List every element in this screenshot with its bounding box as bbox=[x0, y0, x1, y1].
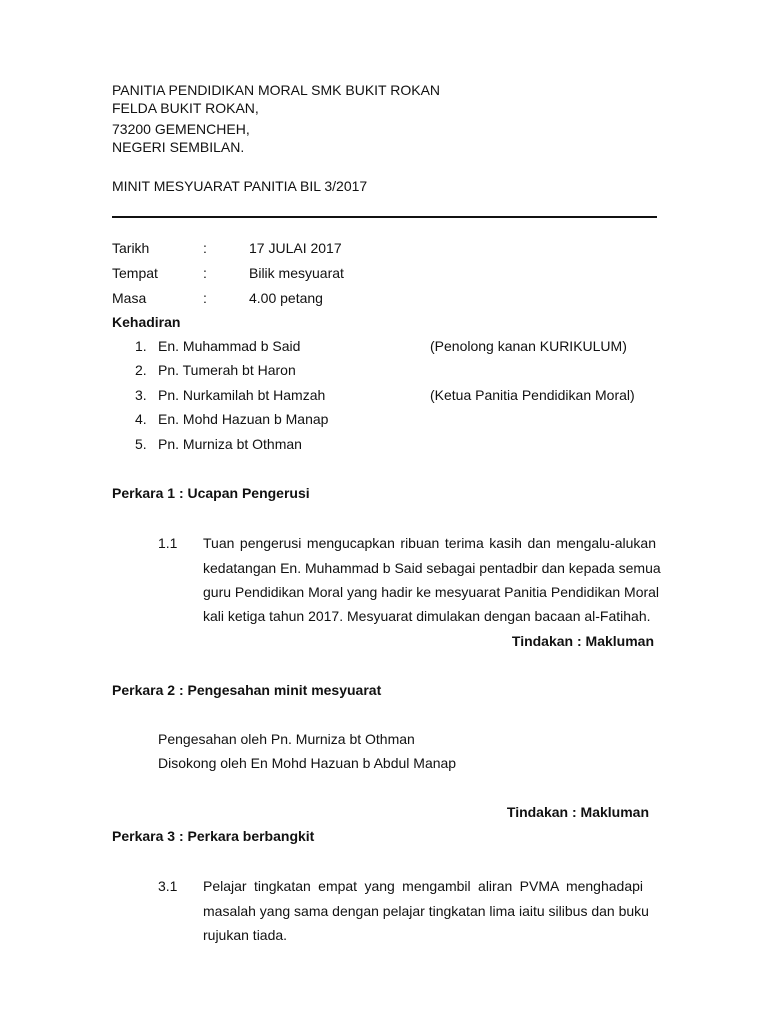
attendee-name: Pn. Nurkamilah bt Hamzah bbox=[158, 387, 326, 403]
attendee-number: 3. bbox=[135, 387, 147, 403]
attendee-name: Pn. Murniza bt Othman bbox=[158, 436, 302, 452]
address-line-2: 73200 GEMENCHEH, bbox=[112, 121, 250, 137]
attendee-role: (Ketua Panitia Pendidikan Moral) bbox=[430, 387, 635, 403]
address-line-3: NEGERI SEMBILAN. bbox=[112, 139, 245, 155]
meta-label-time: Masa bbox=[112, 290, 147, 306]
meta-sep-place: : bbox=[203, 265, 207, 281]
title-divider bbox=[112, 216, 657, 218]
action-note: Tindakan : Makluman bbox=[506, 804, 649, 820]
school-name: PANITIA PENDIDIKAN MORAL SMK BUKIT ROKAN bbox=[112, 82, 441, 98]
section-heading-perkara-1: Perkara 1 : Ucapan Pengerusi bbox=[112, 485, 310, 501]
address-line-1: FELDA BUKIT ROKAN, bbox=[112, 100, 259, 116]
item-number: 1.1 bbox=[158, 535, 178, 551]
paragraph-line: kedatangan En. Muhammad b Said sebagai pentadbir dan kepada semua bbox=[203, 560, 661, 576]
meta-label-date: Tarikh bbox=[112, 240, 150, 256]
paragraph-line: guru Pendidikan Moral yang hadir ke mesyuarat Panitia Pendidikan Moral bbox=[203, 584, 660, 600]
action-note: Tindakan : Makluman bbox=[511, 633, 654, 649]
section-heading-perkara-3: Perkara 3 : Perkara berbangkit bbox=[112, 828, 315, 844]
attendee-name: En. Mohd Hazuan b Manap bbox=[158, 411, 329, 427]
meta-sep-time: : bbox=[203, 290, 207, 306]
paragraph-line: rujukan tiada. bbox=[203, 927, 288, 943]
seconded-line: Disokong oleh En Mohd Hazuan b Abdul Manap bbox=[158, 755, 457, 771]
attendee-number: 1. bbox=[135, 338, 147, 354]
attendance-heading: Kehadiran bbox=[112, 314, 181, 330]
meta-value-place: Bilik mesyuarat bbox=[249, 265, 344, 281]
paragraph-line: Tuan pengerusi mengucapkan ribuan terima kasih dan mengalu-alukan bbox=[203, 535, 656, 551]
attendee-number: 4. bbox=[135, 411, 147, 427]
document-title: MINIT MESYUARAT PANITIA BIL 3/2017 bbox=[112, 178, 368, 194]
meta-label-place: Tempat bbox=[112, 265, 158, 281]
attendee-name: En. Muhammad b Said bbox=[158, 338, 301, 354]
attendee-name: Pn. Tumerah bt Haron bbox=[158, 362, 296, 378]
approval-line: Pengesahan oleh Pn. Murniza bt Othman bbox=[158, 731, 415, 747]
paragraph-line: masalah yang sama dengan pelajar tingkatan lima iaitu silibus dan buku bbox=[203, 903, 649, 919]
attendee-number: 2. bbox=[135, 362, 147, 378]
attendee-role: (Penolong kanan KURIKULUM) bbox=[430, 338, 627, 354]
paragraph-line: Pelajar tingkatan empat yang mengambil aliran PVMA menghadapi bbox=[203, 878, 643, 894]
item-number: 3.1 bbox=[158, 878, 178, 894]
meta-value-time: 4.00 petang bbox=[249, 290, 323, 306]
meta-value-date: 17 JULAI 2017 bbox=[249, 240, 342, 256]
attendee-number: 5. bbox=[135, 436, 147, 452]
section-heading-perkara-2: Perkara 2 : Pengesahan minit mesyuarat bbox=[112, 682, 382, 698]
paragraph-line: kali ketiga tahun 2017. Mesyuarat dimulakan dengan bacaan al-Fatihah. bbox=[203, 608, 651, 624]
meta-sep-date: : bbox=[203, 240, 207, 256]
